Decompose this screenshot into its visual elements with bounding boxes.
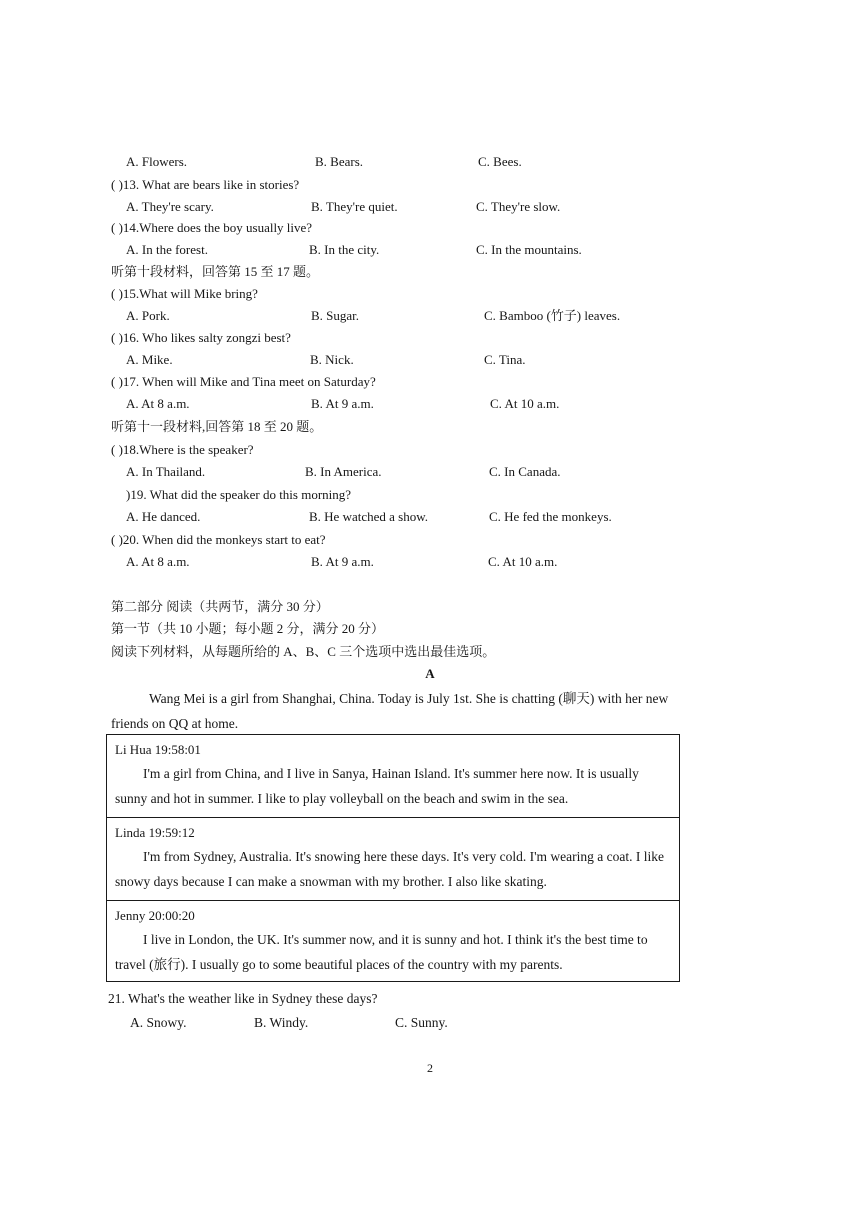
q17-stem: ( )17. When will Mike and Tina meet on Saturday? (111, 374, 376, 389)
q13-option-a: A. They're scary. (126, 199, 214, 214)
section-11-instruction: 听第十一段材料,回答第 18 至 20 题。 (111, 419, 323, 434)
q15-stem: ( )15.What will Mike bring? (111, 286, 258, 301)
chat-message (107, 735, 679, 817)
q21-option-b: B. Windy. (254, 1015, 309, 1030)
passage-intro: Wang Mei is a girl from Shanghai, China. Today is July 1st. She is chatting (聊天) with her new friends on QQ at home. (111, 691, 669, 731)
q20-option-c: C. At 10 a.m. (488, 554, 558, 569)
q20-stem: ( )20. When did the monkeys start to eat? (111, 532, 326, 547)
chat-box (106, 734, 680, 982)
chat-message (107, 817, 679, 900)
q14-option-c: C. In the mountains. (476, 242, 582, 257)
q15-option-b: B. Sugar. (311, 308, 360, 323)
chat-message-text: I'm a girl from China, and I live in Sanya, Hainan Island. It's summer here now. It is usually sunny and hot in summer. I like to play volleyball on the beach and swim in the sea. (115, 766, 639, 806)
q15-option-c: C. Bamboo (竹子) leaves. (484, 308, 621, 323)
q12-option-b: B. Bears. (315, 154, 364, 169)
q18-option-c: C. In Canada. (489, 464, 561, 479)
q21-stem: 21. What's the weather like in Sydney these days? (108, 991, 378, 1006)
q17-option-c: C. At 10 a.m. (490, 396, 560, 411)
chat-message-text: I live in London, the UK. It's summer now, and it is sunny and hot. I think it's the best time to travel (旅行). I usually go to some beautiful places of the country with my parents. (115, 932, 648, 972)
q18-option-a: A. In Thailand. (126, 464, 206, 479)
q18-stem: ( )18.Where is the speaker? (111, 442, 254, 457)
reading-part-title: 第二部分 阅读（共两节，满分 30 分） (111, 599, 329, 614)
q13-stem: ( )13. What are bears like in stories? (111, 177, 300, 192)
chat-message-text: I'm from Sydney, Australia. It's snowing here these days. It's very cold. I'm wearing a coat. I like snowy days because I can make a snowman with my brother. I also like skating. (115, 849, 664, 889)
q20-option-b: B. At 9 a.m. (311, 554, 374, 569)
q17-option-a: A. At 8 a.m. (126, 396, 190, 411)
q19-option-c: C. He fed the monkeys. (489, 509, 612, 524)
q15-option-a: A. Pork. (126, 308, 170, 323)
reading-section-title: 第一节（共 10 小题；每小题 2 分，满分 20 分） (111, 621, 385, 636)
chat-message (107, 900, 679, 980)
q19-stem: )19. What did the speaker do this morning? (126, 487, 352, 502)
passage-label: A (425, 666, 435, 681)
q12-option-c: C. Bees. (478, 154, 522, 169)
q16-option-c: C. Tina. (484, 352, 526, 367)
q14-stem: ( )14.Where does the boy usually live? (111, 220, 313, 235)
q19-option-a: A. He danced. (126, 509, 201, 524)
q14-option-a: A. In the forest. (126, 242, 208, 257)
q12-option-a: A. Flowers. (126, 154, 188, 169)
q21-option-a: A. Snowy. (130, 1015, 187, 1030)
chat-message-header: Li Hua 19:58:01 (115, 742, 201, 757)
q20-option-a: A. At 8 a.m. (126, 554, 190, 569)
q18-option-b: B. In America. (305, 464, 382, 479)
reading-instruction: 阅读下列材料，从每题所给的 A、B、C 三个选项中选出最佳选项。 (111, 644, 496, 659)
q16-option-b: B. Nick. (310, 352, 354, 367)
chat-message-header: Linda 19:59:12 (115, 825, 195, 840)
chat-message-header: Jenny 20:00:20 (115, 908, 195, 923)
q16-stem: ( )16. Who likes salty zongzi best? (111, 330, 291, 345)
q13-option-b: B. They're quiet. (311, 199, 398, 214)
section-10-instruction: 听第十段材料，回答第 15 至 17 题。 (111, 264, 320, 279)
q17-option-b: B. At 9 a.m. (311, 396, 374, 411)
page-number: 2 (427, 1061, 433, 1075)
q19-option-b: B. He watched a show. (309, 509, 429, 524)
q13-option-c: C. They're slow. (476, 199, 561, 214)
q21-option-c: C. Sunny. (395, 1015, 448, 1030)
q16-option-a: A. Mike. (126, 352, 173, 367)
q14-option-b: B. In the city. (309, 242, 380, 257)
